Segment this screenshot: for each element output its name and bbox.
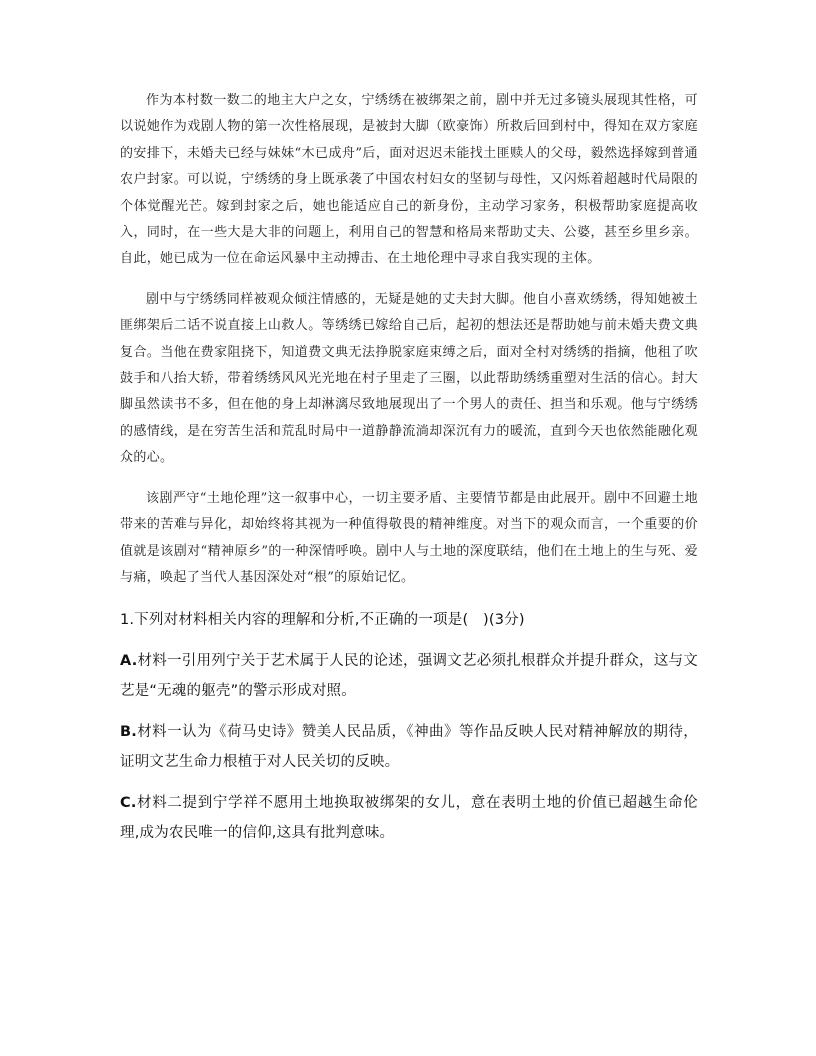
option-b — [120, 717, 698, 777]
question-block — [120, 605, 698, 848]
option-c-text: 材料二提到宁学祥不愿用土地换取被绑架的女儿，意在表明土地的价值已超越生命伦理,成为农民唯一的信仰,这具有批判意味。 — [120, 795, 698, 842]
option-c-letter: C. — [120, 795, 137, 812]
option-a — [120, 646, 698, 706]
material-paragraph-3: 该剧严守“土地伦理”这一叙事中心，一切主要矛盾、主要情节都是由此展开。剧中不回避土地带来的苦难与异化，却始终将其视为一种值得敬畏的精神维度。对当下的观众而言，一个重要的价值就是该剧对“精神原乡”的一种深情呼唤。剧中人与土地的深度联结，他们在土地上的生与死、爱与痛，唤起了当代人基因深处对“根”的原始记忆。 — [120, 490, 698, 585]
option-b-text: 材料一认为《荷马史诗》赞美人民品质，《神曲》等作品反映人民对精神解放的期待，证明文艺生命力根植于对人民关切的反映。 — [120, 724, 698, 771]
document-page — [120, 88, 698, 859]
option-a-letter: A. — [120, 653, 138, 670]
option-b-letter: B. — [120, 724, 137, 741]
question-stem: 1.下列对材料相关内容的理解和分析,不正确的一项是( )(3分) — [120, 612, 525, 629]
option-c — [120, 788, 698, 848]
material-paragraph-2: 剧中与宁绣绣同样被观众倾注情感的，无疑是她的丈夫封大脚。他自小喜欢绣绣，得知她被土匪绑架后二话不说直接上山救人。等绣绣已嫁给自己后，起初的想法还是帮助她与前未婚夫费文典复合。当他在费家阻挠下，知道费文典无法挣脱家庭束缚之后，面对全村对绣绣的指摘，他租了吹鼓手和八抬大轿，带着绣绣风风光光地在村子里走了三圈，以此帮助绣绣重塑对生活的信心。封大脚虽然读书不多，但在他的身上却淋漓尽致地展现出了一个男人的责任、担当和乐观。他与宁绣绣的感情线，是在穷苦生活和荒乱时局中一道静静流淌却深沉有力的暖流，直到今天也依然能融化观众的心。 — [120, 291, 698, 466]
option-a-text: 材料一引用列宁关于艺术属于人民的论述，强调文艺必须扎根群众并提升群众，这与文艺是“无魂的躯壳”的警示形成对照。 — [120, 653, 698, 700]
reading-material — [120, 88, 698, 591]
material-paragraph-1: 作为本村数一数二的地主大户之女，宁绣绣在被绑架之前，剧中并无过多镜头展现其性格，可以说她作为戏剧人物的第一次性格展现，是被封大脚（欧豪饰）所救后回到村中，得知在双方家庭的安排下，未婚夫已经与妹妹“木已成舟”后，面对迟迟未能找土匪赎人的父母，毅然选择嫁到普通农户封家。可以说，宁绣绣的身上既承袭了中国农村妇女的坚韧与母性，又闪烁着超越时代局限的个体觉醒光芒。嫁到封家之后，她也能适应自己的新身份，主动学习家务，积极帮助家庭提高收入，同时，在一些大是大非的问题上，利用自己的智慧和格局来帮助丈夫、公婆，甚至乡里乡亲。自此，她已成为一位在命运风暴中主动搏击、在土地伦理中寻求自我实现的主体。 — [120, 93, 698, 267]
